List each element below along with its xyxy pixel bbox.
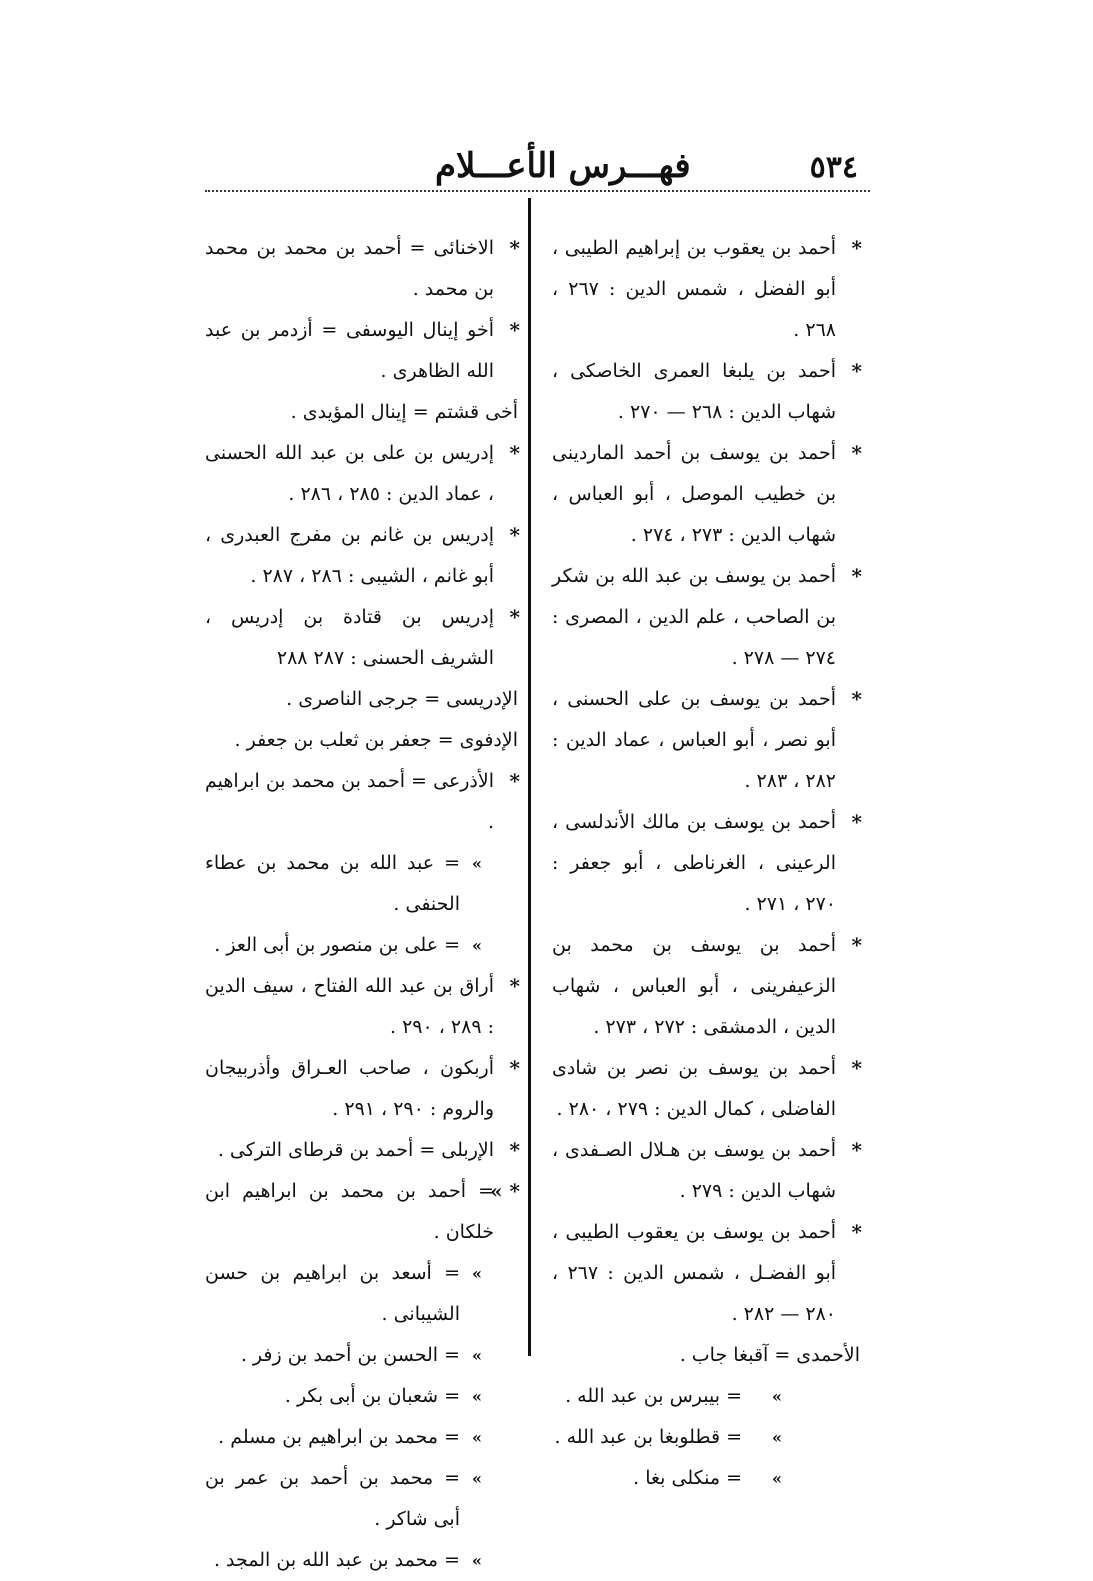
- index-entry: [552, 1130, 862, 1212]
- entry-text: أحمد بن يوسف بن أحمد الماردينى بن خطيب الموصل ، أبو العباس ، شهاب الدين : ٢٧٣ ، ٢٧٤ .: [552, 442, 836, 546]
- index-entry: [205, 1171, 520, 1253]
- index-entry: [205, 679, 520, 720]
- page-number: ٥٣٤: [809, 150, 858, 185]
- entry-marker: »: [472, 1551, 482, 1570]
- entry-marker: *: [509, 441, 520, 465]
- entry-text: أحمد بن يوسف بن محمد بن الزعيفرينى ، أبو العباس ، شهاب الدين ، الدمشقى : ٢٧٢ ، ٢٧٣ .: [552, 934, 836, 1038]
- entry-marker: *: [851, 359, 862, 383]
- index-entry: [205, 310, 520, 392]
- entry-text: أراق بن عبد الله الفتاح ، سيف الدين : ٢٨٩ ، ٢٩٠ .: [205, 975, 494, 1038]
- page-title: فهـــرس الأعـــلام: [435, 146, 691, 186]
- entry-text: الاخنائى = أحمد بن محمد بن محمد بن محمد .: [205, 237, 494, 300]
- index-entry: [205, 1458, 520, 1540]
- index-entry: [205, 966, 520, 1048]
- column-divider: [528, 198, 531, 1356]
- entry-text: أحمد بن يعقوب بن إبراهيم الطيبى ، أبو الفضل ، شمس الدين : ٢٦٧ ، ٢٦٨ .: [552, 237, 837, 341]
- index-entry: [205, 1253, 520, 1335]
- index-entry: [552, 1417, 862, 1458]
- entry-marker: *: [509, 1138, 520, 1162]
- entry-text: الإربلى = أحمد بن قرطاى التركى .: [217, 1139, 494, 1161]
- entry-text: أحمد بن يوسف بن هـلال الصـفدى ، شهاب الدين : ٢٧٩ .: [552, 1139, 836, 1202]
- index-entry: [205, 597, 520, 679]
- header-rule: [205, 190, 870, 192]
- index-entry: [552, 1376, 862, 1417]
- entry-marker: * »: [490, 1179, 520, 1203]
- entry-text: = شعبان بن أبى بكر .: [284, 1385, 460, 1407]
- index-entry: [205, 843, 520, 925]
- entry-marker: »: [472, 854, 482, 873]
- entry-text: أحمد بن يوسف بن مالك الأندلسى ، الرعينى ، الغرناطى ، أبو جعفر : ٢٧٠ ، ٢٧١ .: [552, 811, 836, 915]
- index-entry: [552, 1458, 862, 1499]
- entry-marker: »: [772, 1387, 782, 1406]
- index-entry: [552, 1335, 862, 1376]
- entry-text: = على بن منصور بن أبى العز .: [214, 934, 460, 956]
- entry-marker: *: [851, 1056, 862, 1080]
- index-entry: [552, 925, 862, 1048]
- entry-text: أحمد بن يلبغا العمرى الخاصكى ، شهاب الدين : ٢٦٨ — ٢٧٠ .: [552, 360, 836, 423]
- index-entry: [552, 556, 862, 679]
- index-entry: [552, 1212, 862, 1335]
- index-entry: [205, 433, 520, 515]
- entry-text: = بيبرس بن عبد الله .: [565, 1385, 742, 1407]
- index-entry: [205, 761, 520, 843]
- entry-marker: *: [851, 236, 862, 260]
- entry-marker: *: [851, 1138, 862, 1162]
- entry-text: = الحسن بن أحمد بن زفر .: [240, 1344, 460, 1366]
- entry-text: أحمد بن يوسف بن يعقوب الطيبى ، أبو الفضـل ، شمس الدين : ٢٦٧ ، ٢٨٠ — ٢٨٢ .: [552, 1221, 837, 1325]
- entry-marker: *: [851, 1220, 862, 1244]
- entry-marker: »: [472, 1387, 482, 1406]
- index-entry: [205, 720, 520, 761]
- entry-text: أربكون ، صاحب العـراق وأذربيجان والروم : ٢٩٠ ، ٢٩١ .: [205, 1057, 494, 1120]
- entry-text: الإدريسى = جرجى الناصرى .: [286, 688, 518, 710]
- entry-marker: *: [851, 810, 862, 834]
- entry-marker: *: [509, 769, 520, 793]
- entry-text: أحمد بن يوسف بن على الحسنى ، أبو نصر ، أبو العباس ، عماد الدين : ٢٨٢ ، ٢٨٣ .: [552, 688, 836, 792]
- entry-marker: *: [509, 605, 520, 629]
- index-column-right: [552, 228, 862, 1499]
- entry-text: الأذرعى = أحمد بن محمد بن ابراهيم .: [205, 770, 494, 833]
- index-entry: [205, 925, 520, 966]
- index-entry: [205, 1048, 520, 1130]
- entry-text: = محمد بن أحمد بن عمر بن أبى شاكر .: [205, 1467, 460, 1530]
- index-entry: [205, 1335, 520, 1376]
- entry-text: = محمد بن ابراهيم بن مسلم .: [218, 1426, 460, 1448]
- index-entry: [552, 228, 862, 351]
- entry-text: إدريس بن قتادة بن إدريس ، الشريف الحسنى : ٢٨٧ ٢٨٨: [205, 606, 494, 669]
- entry-text: = أحمد بن محمد بن ابراهيم ابن خلكان .: [205, 1180, 494, 1243]
- entry-marker: »: [472, 1264, 482, 1283]
- index-entry: [552, 679, 862, 802]
- entry-marker: »: [472, 1346, 482, 1365]
- entry-text: أخو إينال اليوسفى = أزدمر بن عبد الله الظاهرى .: [205, 319, 494, 382]
- entry-text: إدريس بن على بن عبد الله الحسنى ، عماد الدين : ٢٨٥ ، ٢٨٦ .: [205, 442, 494, 505]
- entry-marker: *: [851, 933, 862, 957]
- entry-marker: *: [851, 687, 862, 711]
- entry-text: أحمد بن يوسف بن نصر بن شادى الفاضلى ، كمال الدين : ٢٧٩ ، ٢٨٠ .: [552, 1057, 836, 1120]
- entry-marker: *: [509, 523, 520, 547]
- entry-text: الإدفوى = جعفر بن ثعلب بن جعفر .: [234, 729, 518, 751]
- entry-marker: *: [851, 441, 862, 465]
- entry-marker: »: [772, 1469, 782, 1488]
- index-entry: [552, 433, 862, 556]
- entry-marker: »: [472, 1469, 482, 1488]
- entry-marker: *: [851, 564, 862, 588]
- index-entry: [552, 1048, 862, 1130]
- entry-text: الأحمدى = آقبغا جاب .: [679, 1344, 860, 1366]
- index-entry: [205, 515, 520, 597]
- index-entry: [552, 802, 862, 925]
- entry-marker: *: [509, 1056, 520, 1080]
- entry-text: أخى قشتم = إينال المؤيدى .: [290, 401, 518, 423]
- entry-text: = قطلوبغا بن عبد الله .: [554, 1426, 742, 1448]
- page-header: [205, 140, 870, 192]
- entry-text: = أسعد بن ابراهيم بن حسن الشيبانى .: [205, 1262, 460, 1325]
- index-entry: [552, 351, 862, 433]
- entry-marker: *: [509, 318, 520, 342]
- entry-marker: »: [772, 1428, 782, 1447]
- index-entry: [205, 1130, 520, 1171]
- index-entry: [205, 1376, 520, 1417]
- entry-text: إدريس بن غانم بن مفرج العبدرى ، أبو غانم ، الشيبى : ٢٨٦ ، ٢٨٧ .: [205, 524, 494, 587]
- entry-text: = عبد الله بن محمد بن عطاء الحنفى .: [205, 852, 460, 915]
- entry-text: أحمد بن يوسف بن عبد الله بن شكر بن الصاحب ، علم الدين ، المصرى : ٢٧٤ — ٢٧٨ .: [552, 565, 836, 669]
- index-entry: [205, 1417, 520, 1458]
- entry-text: = محمد بن عبد الله بن المجد .: [213, 1549, 460, 1571]
- index-entry: [205, 228, 520, 310]
- entry-marker: »: [472, 936, 482, 955]
- index-entry: [205, 1540, 520, 1581]
- index-column-left: [205, 228, 520, 1581]
- entry-marker: *: [509, 236, 520, 260]
- entry-text: = منكلى بغا .: [633, 1467, 742, 1489]
- entry-marker: *: [509, 974, 520, 998]
- index-entry: [205, 392, 520, 433]
- entry-marker: »: [472, 1428, 482, 1447]
